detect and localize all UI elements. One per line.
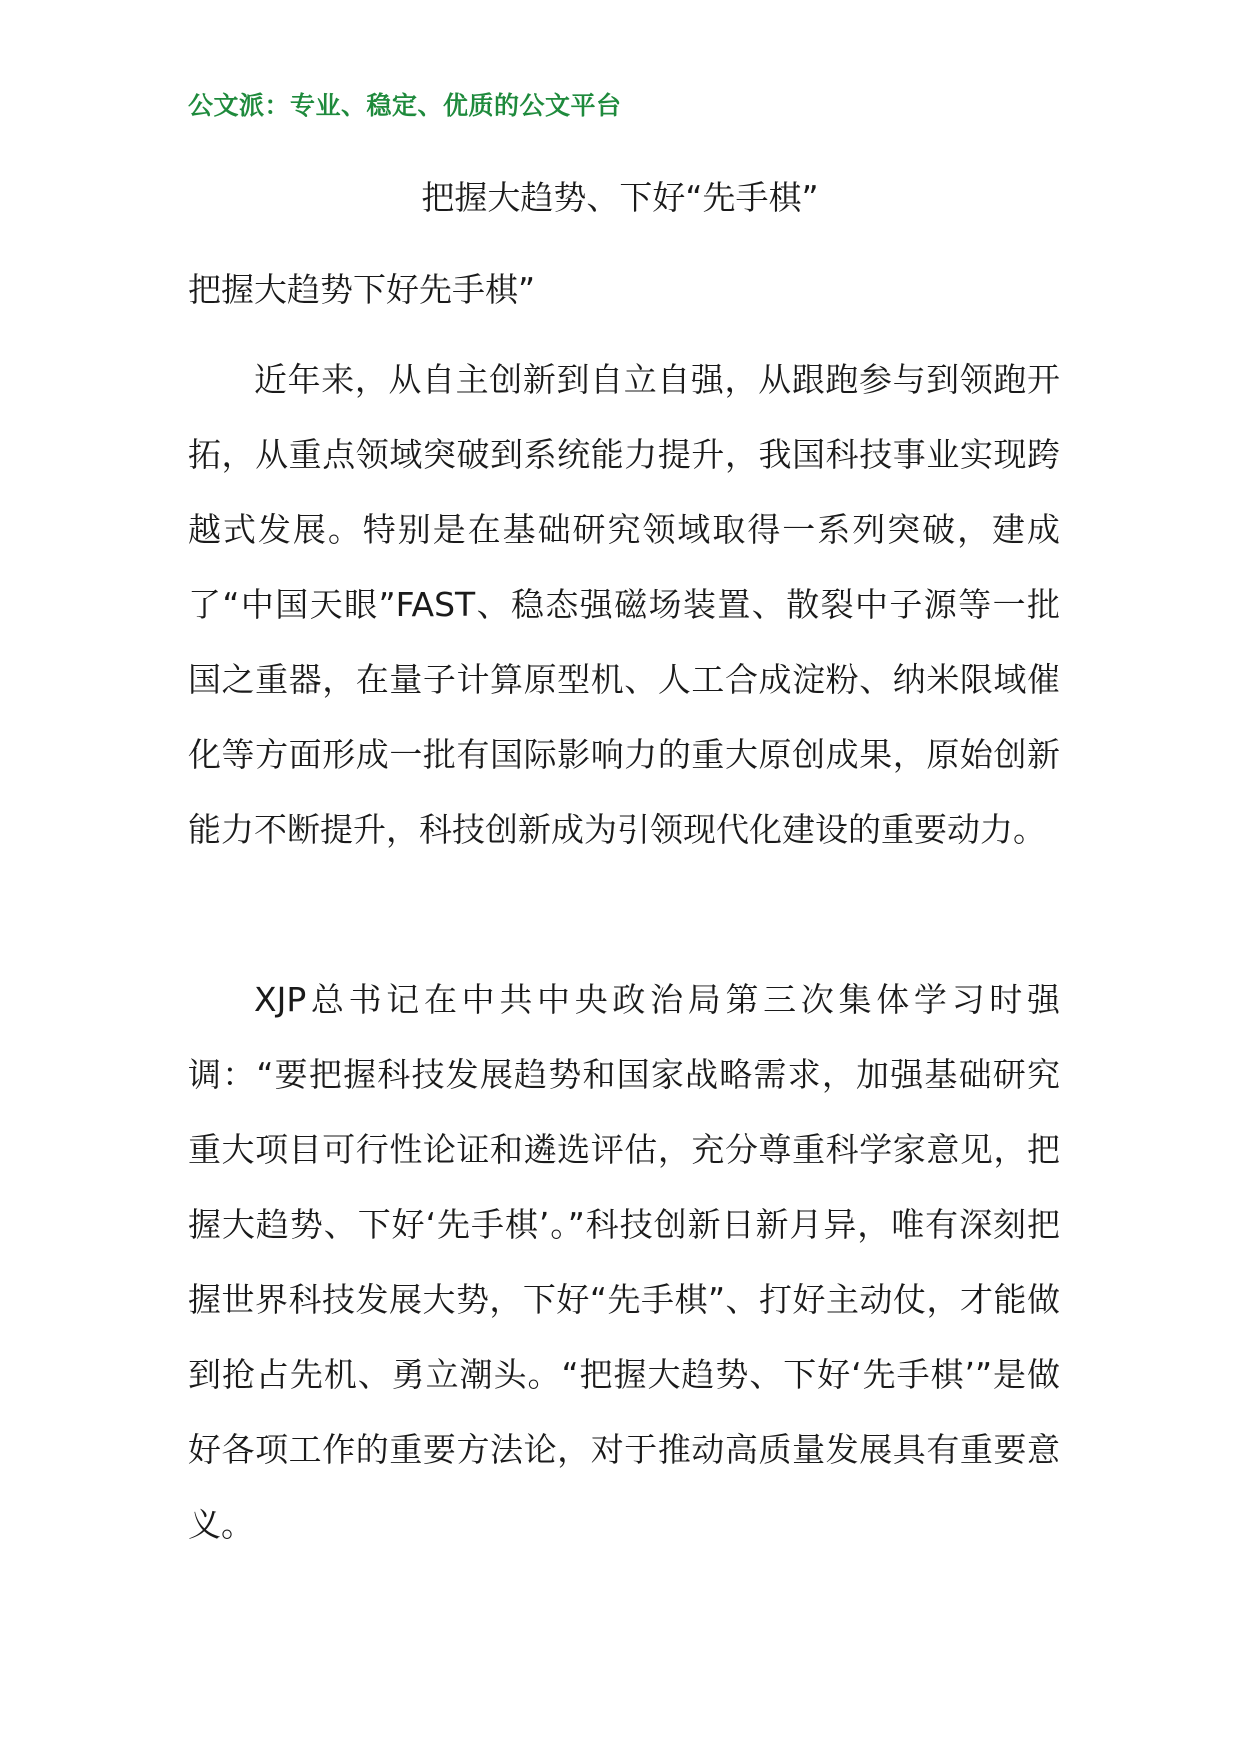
- document-subtitle: 把握大趋势下好先手棋”: [188, 270, 536, 309]
- document-title: 把握大趋势、下好“先手棋”: [421, 178, 819, 217]
- body-paragraph-1: 近年来，从自主创新到自立自强，从跟跑参与到领跑开拓，从重点领域突破到系统能力提升，我国科技事业实现跨越式发展。特别是在基础研究领域取得一系列突破，建成了“中国天眼”FAST、稳态强磁场装置、散裂中子源等一批国之重器，在量子计算原型机、人工合成淀粉、纳米限域催化等方面形成一批有国际影响力的重大原创成果，原始创新能力不断提升，科技创新成为引领现代化建设的重要动力。: [188, 360, 1060, 849]
- header-brand: 公文派：专业、稳定、优质的公文平台: [188, 91, 622, 120]
- body-paragraph-2: XJP总书记在中共中央政治局第三次集体学习时强调：“要把握科技发展趋势和国家战略需求，加强基础研究重大项目可行性论证和遴选评估，充分尊重科学家意见，把握大趋势、下好‘先手棋’。”科技创新日新月异，唯有深刻把握世界科技发展大势，下好“先手棋”、打好主动仗，才能做到抢占先机、勇立潮头。“把握大趋势、下好‘先手棋’”是做好各项工作的重要方法论，对于推动高质量发展具有重要意义。: [188, 980, 1060, 1544]
